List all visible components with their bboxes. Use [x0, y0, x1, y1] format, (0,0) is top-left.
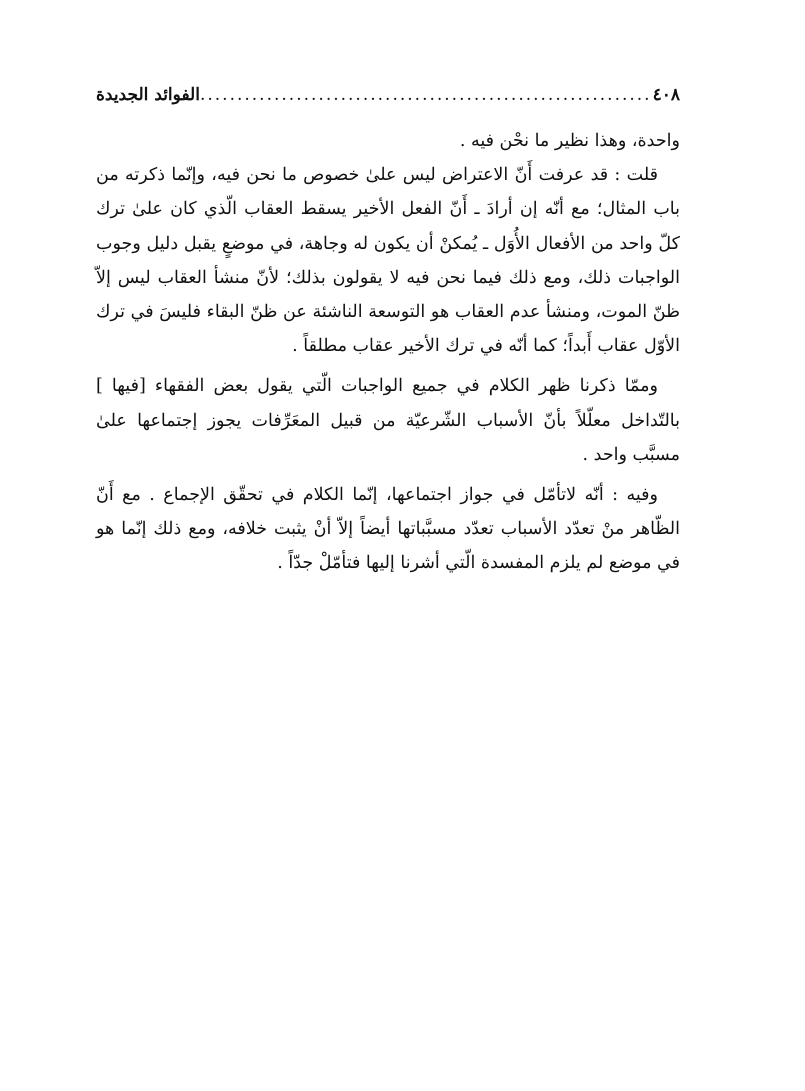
page-number: ٤٠٨ [652, 85, 680, 105]
paragraph-continuation: واحدة، وهذا نظير ما نحْن فيه . [459, 131, 680, 151]
paragraph-mimma-dhakarna: وممّا ذكرنا ظهر الكلام في جميع الواجبات الّتي يقول بعض الفقهاء [فيها ] بالتّداخل معلّلاً بأنّ الأسباب الشّرعيّة من قبيل المعَرِّفات يجوز إجتماعها علىٰ مسبَّب واحد . [96, 376, 680, 465]
paragraph-wa-fihi: وفيه : أنّه لاتأمّل في جواز اجتماعها، إنّما الكلام في تحقّق الإجماع . مع أَنّ الظّاهر منْ تعدّد الأسباب تعدّد مسبَّباتها أيضاً إلاّ أنْ يثبت خلافه، ومع ذلك إنّما هو في موضع لم يلزم المفسدة الّتي أشرنا إليها فتأمّلْ جدّاً . [96, 485, 680, 574]
page-header [96, 80, 680, 110]
paragraph-qult: قلت : قد عرفت أَنّ الاعتراض ليس علىٰ خصوص ما نحن فيه، وإنّما ذكرته من باب المثال؛ مع أنّه إن أرادَ ـ أَنّ الفعل الأخير يسقط العقاب الّذي كان علىٰ ترك كلّ واحد من الأفعال الأُوَل ـ يُمكنْ أن يكون له وجاهة، في موضعٍ يقبل دليل وجوب الواجبات ذلك، ومع ذلك فيما نحن فيه لا يقولون بذلك؛ لأنّ منشأ العقاب ليس إلاّ ظنّ الموت، ومنشأ عدم العقاب هو التوسعة الناشئة عن ظنّ البقاء فليسَ في ترك الأوّل عقاب أَبداً؛ كما أنّه في ترك الأخير عقاب مطلقاً . [96, 165, 680, 357]
body-text [96, 124, 680, 581]
header-leader-dots [200, 80, 653, 110]
running-title: الفوائد الجديدة [96, 85, 200, 105]
